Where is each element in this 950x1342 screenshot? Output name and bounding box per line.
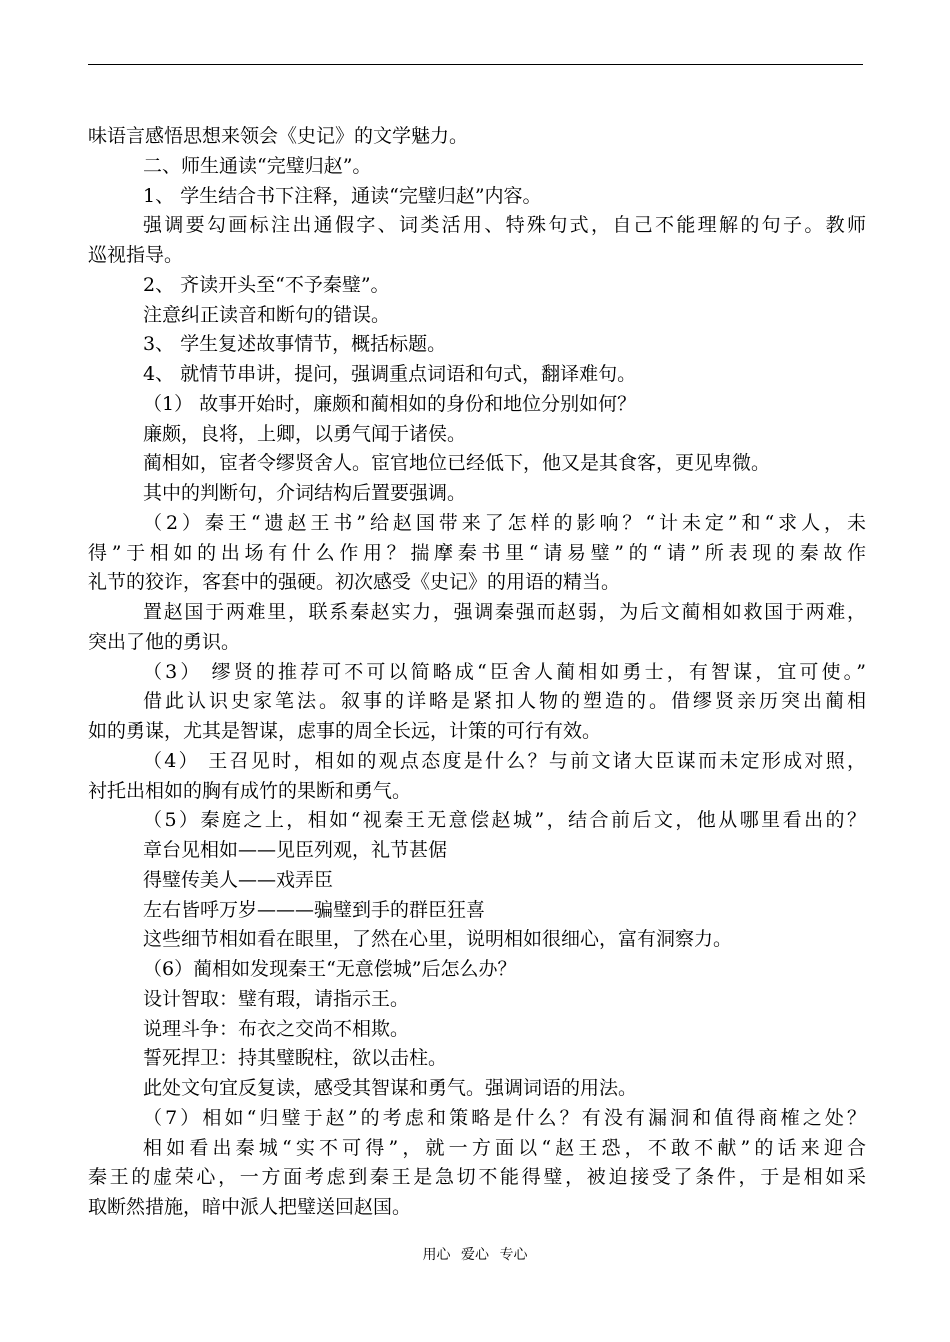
text-line: 誓死捍卫：持其璧睨柱，欲以击柱。 bbox=[143, 1047, 448, 1070]
text-line: （3） 缪贤的推荐可不可以简略成“臣舍人蔺相如勇士，有智谋，宜可使。” bbox=[143, 660, 866, 683]
text-line: 1、 学生结合书下注释，通读“完璧归赵”内容。 bbox=[143, 184, 542, 207]
text-line: 3、 学生复述故事情节，概括标题。 bbox=[143, 333, 447, 356]
text-line: 章台见相如——见臣列观，礼节甚倨 bbox=[143, 839, 448, 861]
text-line: （2）秦王“遗赵王书”给赵国带来了怎样的影响？“计未定”和“求人，未 bbox=[143, 511, 866, 534]
text-line: 蔺相如，宦者令缪贤舍人。宦官地位已经低下，他又是其食客，更见卑微。 bbox=[143, 452, 771, 475]
text-line: 取断然措施，暗中派人把璧送回赵国。 bbox=[88, 1196, 412, 1218]
text-line: 巡视指导。 bbox=[88, 244, 184, 266]
text-line: （4） 王召见时，相如的观点态度是什么？与前文诸大臣谋而未定形成对照， bbox=[143, 749, 866, 772]
text-line: 2、 齐读开头至“不予秦璧”。 bbox=[143, 273, 390, 296]
text-line: 得璧传美人——戏弄臣 bbox=[143, 868, 334, 891]
text-line: 如的勇谋，尤其是智谋，虑事的周全长远，计策的可行有效。 bbox=[88, 720, 602, 742]
text-line: （6）蔺相如发现秦王“无意偿城”后怎么办？ bbox=[143, 958, 517, 980]
text-line: 得”于相如的出场有什么作用？揣摩秦书里“请易璧”的“请”所表现的秦故作 bbox=[88, 541, 866, 564]
text-line: 衬托出相如的胸有成竹的果断和勇气。 bbox=[88, 779, 412, 802]
text-line: 说理斗争：布衣之交尚不相欺。 bbox=[143, 1017, 410, 1040]
text-line: 秦王的虚荣心，一方面考虑到秦王是急切不能得璧，被迫接受了条件，于是相如采 bbox=[88, 1166, 866, 1189]
page-footer: 用心 爱心 专心 bbox=[422, 1247, 528, 1263]
text-line: 相如看出秦城“实不可得”，就一方面以“赵王恐，不敢不献”的话来迎合 bbox=[143, 1136, 866, 1159]
text-line: （5）秦庭之上，相如“视秦王无意偿赵城”，结合前后文，他从哪里看出的？ bbox=[143, 809, 866, 832]
text-line: 强调要勾画标注出通假字、词类活用、特殊句式，自己不能理解的句子。教师 bbox=[143, 214, 866, 237]
text-line: 其中的判断句，介词结构后置要强调。 bbox=[143, 482, 467, 504]
text-line: 突出了他的勇识。 bbox=[88, 630, 241, 653]
text-line: 4、 就情节串讲，提问，强调重点词语和句式，翻译难句。 bbox=[143, 363, 637, 385]
text-line: 借此认识史家笔法。叙事的详略是紧扣人物的塑造的。借缪贤亲历突出蔺相 bbox=[143, 690, 866, 713]
text-line: 设计智取：璧有瑕，请指示王。 bbox=[143, 987, 410, 1010]
text-line: 这些细节相如看在眼里，了然在心里，说明相如很细心，富有洞察力。 bbox=[143, 928, 733, 951]
text-line: 置赵国于两难里，联系秦赵实力，强调秦强而赵弱，为后文蔺相如救国于两难， bbox=[143, 601, 866, 623]
text-line: 注意纠正读音和断句的错误。 bbox=[143, 303, 391, 326]
text-line: （1） 故事开始时，廉颇和蔺相如的身份和地位分别如何？ bbox=[143, 392, 637, 415]
text-line: （7）相如“归璧于赵”的考虑和策略是什么？有没有漏洞和值得商榷之处？ bbox=[143, 1106, 866, 1129]
text-line: 二、师生通读“完璧归赵”。 bbox=[143, 154, 372, 177]
text-line: 此处文句宜反复读，感受其智谋和勇气。强调词语的用法。 bbox=[143, 1077, 638, 1099]
text-line: 廉颇，良将，上卿，以勇气闻于诸侯。 bbox=[143, 422, 467, 445]
text-line: 左右皆呼万岁———骗璧到手的群臣狂喜 bbox=[143, 898, 486, 921]
text-line: 味语言感悟思想来领会《史记》的文学魅力。 bbox=[88, 125, 469, 147]
text-line: 礼节的狡诈，客套中的强硬。初次感受《史记》的用语的精当。 bbox=[88, 571, 621, 594]
header-rule bbox=[88, 64, 863, 65]
body-text bbox=[88, 122, 866, 1223]
